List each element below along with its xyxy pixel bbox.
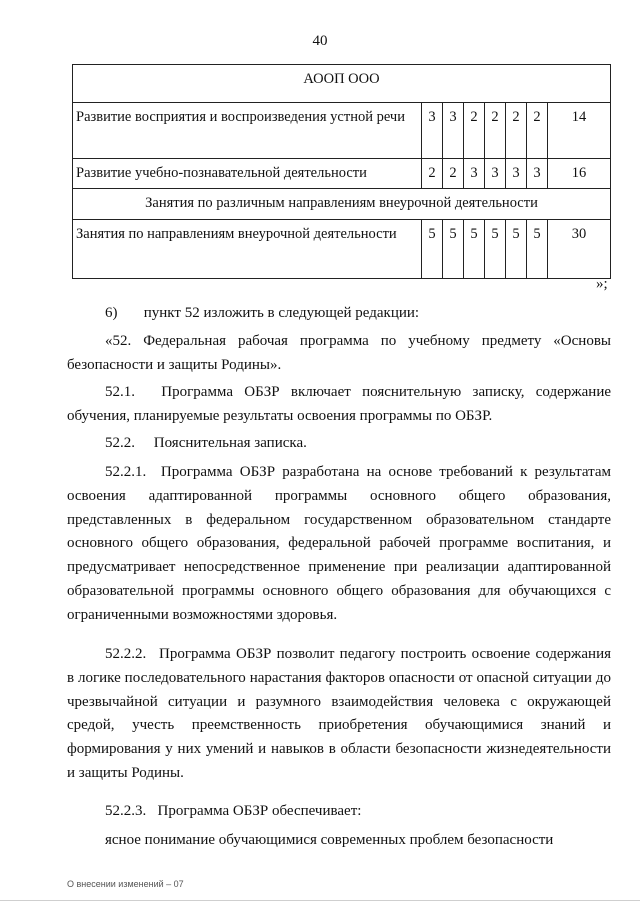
row-value: 3 <box>443 103 464 159</box>
paragraph-item-6: 6) пункт 52 изложить в следующей редакции: <box>105 305 420 321</box>
row-value: 5 <box>464 220 485 279</box>
row-value: 2 <box>422 159 443 189</box>
row-value: 2 <box>443 159 464 189</box>
row-value: 5 <box>422 220 443 279</box>
row-value: 2 <box>485 103 506 159</box>
row-label: Развитие учебно-познавательной деятельности <box>73 159 422 189</box>
row-value: 2 <box>527 103 548 159</box>
row-total: 14 <box>548 103 611 159</box>
footer-note: О внесении изменений – 07 <box>67 879 184 889</box>
hours-table <box>72 64 611 279</box>
row-value: 3 <box>527 159 548 189</box>
row-value: 3 <box>464 159 485 189</box>
table-section-row <box>73 189 611 220</box>
row-label: Занятия по направлениям внеурочной деятельности <box>73 220 422 279</box>
row-total: 16 <box>548 159 611 189</box>
row-value: 5 <box>527 220 548 279</box>
row-total: 30 <box>548 220 611 279</box>
paragraph-52-2: 52.2. Пояснительная записка. <box>105 435 307 451</box>
paragraph-continuation: ясное понимание обучающимися современных проблем безопасности <box>105 832 554 848</box>
scan-edge-line <box>0 900 640 901</box>
row-value: 3 <box>422 103 443 159</box>
row-value: 5 <box>443 220 464 279</box>
row-value: 5 <box>506 220 527 279</box>
row-value: 3 <box>485 159 506 189</box>
paragraph-52-2-3: 52.2.3. Программа ОБЗР обеспечивает: <box>105 803 362 819</box>
section-heading: Занятия по различным направлениям внеурочной деятельности <box>73 189 611 220</box>
row-value: 5 <box>485 220 506 279</box>
paragraph-52-2-1: 52.2.1. Программа ОБЗР разработана на основе требований к результатам освоения адаптированной программы основного общего образования, представленных в федеральном государственном образовательном стандарте основного общего образования, федеральной рабочей программе воспитания, и предусматривает непосредственное применение при реализации адаптированной образовательной программы основного общего образования для обучающихся с ограниченными возможностями здоровья. <box>67 464 611 623</box>
row-value: 3 <box>506 159 527 189</box>
row-value: 2 <box>464 103 485 159</box>
paragraph-52: «52. Федеральная рабочая программа по учебному предмету «Основы безопасности и защиты Родины». <box>67 333 611 373</box>
paragraph-52-2-2: 52.2.2. Программа ОБЗР позволит педагогу построить освоение содержания в логике последовательного нарастания факторов опасности от опасной ситуации до чрезвычайной ситуации и разумного взаимодействия человека с окружающей средой, учесть преемственность приобретения обучающимися знаний и формирования у них умений и навыков в области безопасности жизнедеятельности и защиты Родины. <box>67 646 611 781</box>
page-number: 40 <box>312 33 328 49</box>
table-header-row <box>73 65 611 103</box>
table-row <box>73 220 611 279</box>
row-label: Развитие восприятия и воспроизведения устной речи <box>73 103 422 159</box>
closing-quote-mark: »; <box>596 276 608 292</box>
table-row <box>73 103 611 159</box>
table-row <box>73 159 611 189</box>
row-value: 2 <box>506 103 527 159</box>
paragraph-52-1: 52.1. Программа ОБЗР включает пояснительную записку, содержание обучения, планируемые результаты освоения программы по ОБЗР. <box>67 384 611 424</box>
table-header: АООП ООО <box>73 65 611 103</box>
